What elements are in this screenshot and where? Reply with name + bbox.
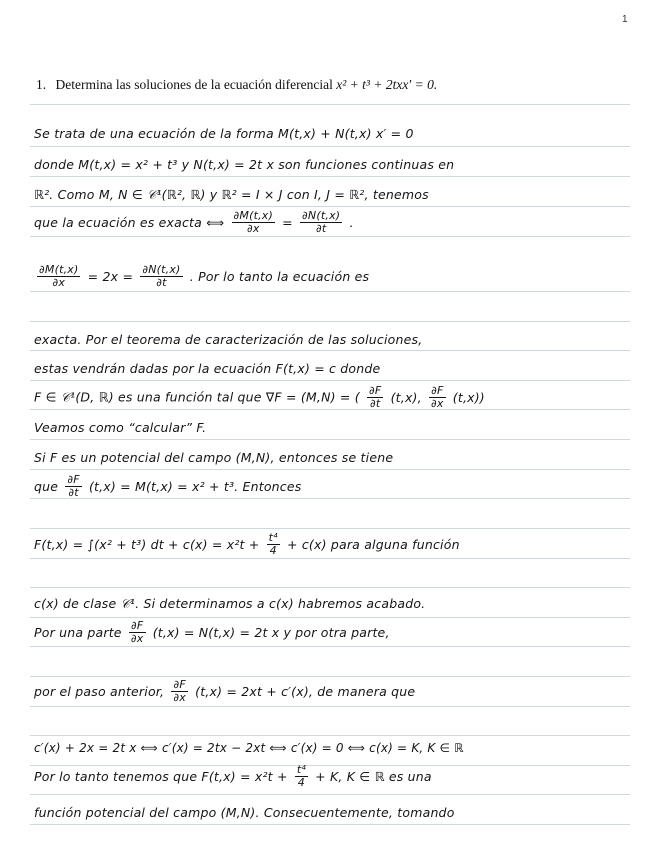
text-fragment: Por lo tanto tenemos que F(t,x) = x²t + bbox=[34, 769, 288, 785]
handwritten-line bbox=[34, 385, 485, 410]
handwritten-line bbox=[34, 764, 432, 789]
text-fragment: = bbox=[282, 215, 293, 231]
ruled-line bbox=[30, 646, 630, 647]
ruled-line bbox=[30, 558, 630, 559]
ruled-line bbox=[30, 439, 630, 440]
fraction-denominator: 4 bbox=[297, 776, 305, 790]
text-fragment: (t,x), bbox=[390, 390, 422, 406]
ruled-line bbox=[30, 617, 630, 618]
problem-number: 1. bbox=[36, 77, 47, 92]
handwritten-line: estas vendrán dadas por la ecuación F(t,x) = c donde bbox=[34, 361, 381, 376]
ruled-line bbox=[30, 176, 630, 177]
fraction-denominator: ∂x bbox=[173, 691, 186, 705]
fraction bbox=[140, 264, 182, 289]
fraction bbox=[300, 210, 342, 235]
fraction-denominator: ∂x bbox=[130, 632, 144, 646]
fraction-numerator: ∂F bbox=[429, 385, 446, 398]
text-fragment: = 2x = bbox=[87, 269, 134, 285]
ruled-line bbox=[30, 706, 630, 707]
fraction-numerator: t⁴ bbox=[268, 531, 278, 544]
text-fragment: Por una parte bbox=[34, 625, 122, 641]
handwritten-line: exacta. Por el teorema de caracterización de las soluciones, bbox=[34, 332, 423, 347]
fraction-denominator: 4 bbox=[269, 544, 277, 558]
page-number: 1 bbox=[622, 14, 628, 25]
ruled-line bbox=[30, 291, 630, 292]
fraction-numerator: ∂M(t,x) bbox=[233, 209, 273, 222]
ruled-line bbox=[30, 206, 630, 207]
fraction-denominator: ∂t bbox=[315, 222, 327, 236]
handwritten-line: Veamos como “calcular” F. bbox=[34, 420, 207, 435]
fraction-numerator: ∂M(t,x) bbox=[39, 263, 79, 276]
fraction-denominator: ∂x bbox=[52, 276, 66, 290]
ruled-line bbox=[30, 469, 630, 470]
fraction bbox=[429, 385, 446, 410]
handwritten-line bbox=[34, 474, 301, 499]
fraction bbox=[37, 264, 80, 289]
text-fragment: . bbox=[349, 215, 354, 231]
text-fragment: F(t,x) = ∫(x² + t³) dt + c(x) = x²t + bbox=[34, 537, 260, 553]
fraction-denominator: ∂x bbox=[246, 222, 260, 236]
fraction-numerator: ∂F bbox=[129, 620, 146, 633]
handwritten-line: donde M(t,x) = x² + t³ y N(t,x) = 2t x son funciones continuas en bbox=[34, 157, 455, 172]
fraction bbox=[295, 764, 308, 789]
ruled-line bbox=[30, 236, 630, 237]
ruled-line bbox=[30, 587, 630, 588]
text-fragment: (t,x) = M(t,x) = x² + t³. Entonces bbox=[88, 479, 302, 495]
handwritten-line bbox=[34, 620, 390, 645]
ruled-line bbox=[30, 380, 630, 381]
fraction bbox=[171, 679, 188, 704]
text-fragment: por el paso anterior, bbox=[34, 684, 165, 700]
handwritten-line bbox=[34, 532, 460, 557]
fraction-numerator: ∂F bbox=[368, 384, 382, 397]
ruled-line bbox=[30, 735, 630, 736]
handwritten-line: c′(x) + 2x = 2t x ⟺ c′(x) = 2tx − 2xt ⟺ c′(x) = 0 ⟺ c(x) = K, K ∈ ℝ bbox=[34, 741, 464, 755]
fraction-numerator: ∂N(t,x) bbox=[302, 209, 341, 222]
ruled-line bbox=[30, 794, 630, 795]
handwritten-line bbox=[34, 679, 415, 704]
ruled-line bbox=[30, 104, 630, 105]
fraction bbox=[267, 532, 280, 557]
fraction bbox=[129, 620, 146, 645]
fraction-numerator: ∂F bbox=[171, 679, 188, 692]
fraction bbox=[367, 385, 383, 410]
handwritten-line: Se trata de una ecuación de la forma M(t,x) + N(t,x) x′ = 0 bbox=[34, 126, 414, 141]
fraction-denominator: ∂t bbox=[156, 276, 167, 290]
text-fragment: que la ecuación es exacta ⟺ bbox=[34, 215, 225, 231]
text-fragment: que bbox=[34, 479, 59, 495]
handwritten-line bbox=[34, 264, 369, 289]
problem-text: Determina las soluciones de la ecuación diferencial bbox=[55, 77, 333, 92]
fraction-numerator: ∂N(t,x) bbox=[142, 263, 181, 276]
text-fragment: (t,x) = 2xt + c′(x), de manera que bbox=[195, 684, 416, 700]
text-fragment: + c(x) para alguna función bbox=[286, 537, 460, 553]
problem-equation: x² + t³ + 2txx′ = 0. bbox=[336, 77, 438, 92]
fraction bbox=[232, 210, 275, 235]
ruled-line bbox=[30, 321, 630, 322]
text-fragment: (t,x)) bbox=[452, 390, 485, 406]
ruled-line bbox=[30, 824, 630, 825]
fraction-numerator: ∂F bbox=[67, 473, 80, 486]
ruled-line bbox=[30, 146, 630, 147]
handwritten-line: Si F es un potencial del campo (M,N), entonces se tiene bbox=[34, 450, 394, 465]
fraction-denominator: ∂t bbox=[369, 397, 381, 411]
problem-statement bbox=[36, 77, 636, 93]
handwritten-line: función potencial del campo (M,N). Consecuentemente, tomando bbox=[34, 805, 455, 820]
text-fragment: + K, K ∈ ℝ es una bbox=[315, 769, 432, 785]
fraction bbox=[65, 474, 81, 499]
ruled-line bbox=[30, 528, 630, 529]
ruled-line bbox=[30, 676, 630, 677]
fraction-denominator: ∂x bbox=[430, 397, 444, 411]
text-fragment: F ∈ 𝒞¹(D, ℝ) es una función tal que ∇F = (M,N) = ( bbox=[34, 389, 360, 405]
text-fragment: . Por lo tanto la ecuación es bbox=[189, 269, 370, 285]
handwritten-line: ℝ². Como M, N ∈ 𝒞¹(ℝ², ℝ) y ℝ² = I × J con I, J = ℝ², tenemos bbox=[34, 187, 429, 202]
handwritten-line bbox=[34, 210, 354, 235]
text-fragment: (t,x) = N(t,x) = 2t x y por otra parte, bbox=[152, 625, 390, 641]
ruled-line bbox=[30, 350, 630, 351]
fraction-numerator: t⁴ bbox=[296, 763, 306, 776]
handwritten-line: c(x) de clase 𝒞¹. Si determinamos a c(x) habremos acabado. bbox=[34, 596, 426, 611]
fraction-denominator: ∂t bbox=[68, 486, 79, 500]
